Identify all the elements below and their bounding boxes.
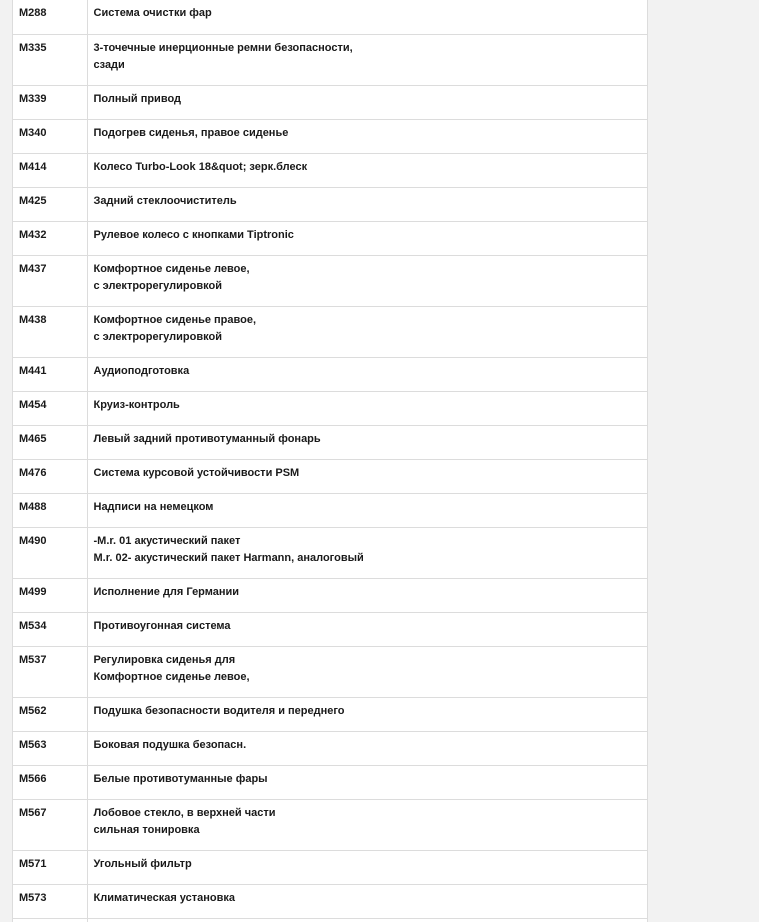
table-row (13, 646, 647, 697)
option-code: M563 (13, 731, 87, 765)
option-code: M571 (13, 850, 87, 884)
option-description-line: M.r. 02- акустический пакет Harmann, аналоговый (93, 551, 364, 564)
option-code: M499 (13, 578, 87, 612)
table-row (13, 357, 647, 391)
option-description-line: Левый задний противотуманный фонарь (93, 432, 321, 445)
option-description (87, 306, 647, 357)
table-row (13, 255, 647, 306)
table-row (13, 731, 647, 765)
option-code: M454 (13, 391, 87, 425)
option-description-line: Подогрев сиденья, правое сиденье (93, 126, 289, 139)
table-row (13, 527, 647, 578)
option-description-line: Подушка безопасности водителя и переднего (93, 704, 345, 717)
table-row (13, 884, 647, 918)
option-description-line: Регулировка сиденья для (93, 653, 236, 666)
option-code: M476 (13, 459, 87, 493)
table-row (13, 0, 647, 34)
option-code: M567 (13, 799, 87, 850)
option-description (87, 612, 647, 646)
table-row (13, 493, 647, 527)
option-description (87, 765, 647, 799)
option-code (13, 918, 87, 922)
option-description (87, 357, 647, 391)
option-code: M340 (13, 119, 87, 153)
table-row (13, 306, 647, 357)
option-description-line: Лобовое стекло, в верхней части (93, 806, 276, 819)
option-code: M534 (13, 612, 87, 646)
table-row (13, 612, 647, 646)
option-description-line: Угольный фильтр (93, 857, 192, 870)
option-description (87, 85, 647, 119)
option-code: M414 (13, 153, 87, 187)
table-row (13, 459, 647, 493)
option-description-line: Задний стеклоочиститель (93, 194, 237, 207)
option-description (87, 578, 647, 612)
option-description (87, 697, 647, 731)
option-description (87, 731, 647, 765)
option-code: M573 (13, 884, 87, 918)
option-description (87, 187, 647, 221)
option-code: M488 (13, 493, 87, 527)
option-description-line: Комфортное сиденье правое, (93, 313, 257, 326)
option-code: M432 (13, 221, 87, 255)
option-code: M562 (13, 697, 87, 731)
option-description-line: Полный привод (93, 92, 181, 105)
option-description (87, 884, 647, 918)
option-description-line: Система курсовой устойчивости PSM (93, 466, 300, 479)
option-description-line: с электрорегулировкой (93, 279, 222, 292)
table-row (13, 918, 647, 922)
option-description-line: Климатическая установка (93, 891, 236, 904)
option-description-line: Рулевое колесо с кнопками Tiptronic (93, 228, 294, 241)
option-description-line: Колесо Turbo-Look 18&quot; зерк.блеск (93, 160, 308, 173)
option-description (87, 391, 647, 425)
option-code: M339 (13, 85, 87, 119)
table-row (13, 697, 647, 731)
options-table (13, 0, 647, 922)
table-row (13, 765, 647, 799)
option-description (87, 527, 647, 578)
option-code: M335 (13, 34, 87, 85)
table-row (13, 850, 647, 884)
options-table-body (13, 0, 647, 922)
table-row (13, 187, 647, 221)
option-code: M437 (13, 255, 87, 306)
option-code: M537 (13, 646, 87, 697)
option-description (87, 34, 647, 85)
option-description (87, 918, 647, 922)
option-description-line: сзади (93, 58, 125, 71)
table-row (13, 153, 647, 187)
table-row (13, 85, 647, 119)
option-description-line: -M.r. 01 акустический пакет (93, 534, 241, 547)
table-row (13, 799, 647, 850)
table-row (13, 221, 647, 255)
option-description-line: Комфортное сиденье левое, (93, 262, 250, 275)
option-description (87, 221, 647, 255)
table-row (13, 34, 647, 85)
option-description (87, 425, 647, 459)
option-code: M490 (13, 527, 87, 578)
option-code: M566 (13, 765, 87, 799)
table-row (13, 391, 647, 425)
option-code: M441 (13, 357, 87, 391)
option-description-line: сильная тонировка (93, 823, 200, 836)
option-description-line: Круиз-контроль (93, 398, 180, 411)
option-description (87, 459, 647, 493)
option-description (87, 850, 647, 884)
table-row (13, 425, 647, 459)
option-description-line: Комфортное сиденье левое, (93, 670, 250, 683)
option-description-line: Боковая подушка безопасн. (93, 738, 247, 751)
option-description (87, 255, 647, 306)
option-description-line: 3-точечные инерционные ремни безопасности, (93, 41, 353, 54)
option-code: M438 (13, 306, 87, 357)
table-row (13, 578, 647, 612)
option-description-line: Система очистки фар (93, 7, 212, 19)
option-description-line: Белые противотуманные фары (93, 772, 268, 785)
table-row (13, 119, 647, 153)
option-description-line: Аудиоподготовка (93, 364, 190, 377)
option-code: M465 (13, 425, 87, 459)
option-description (87, 119, 647, 153)
option-description (87, 646, 647, 697)
option-description-line: с электрорегулировкой (93, 330, 222, 343)
option-code: M425 (13, 187, 87, 221)
option-description (87, 493, 647, 527)
option-description (87, 153, 647, 187)
option-description-line: Надписи на немецком (93, 500, 214, 513)
option-description-line: Исполнение для Германии (93, 585, 240, 598)
option-description (87, 799, 647, 850)
option-description (87, 0, 647, 34)
option-description-line: Противоугонная система (93, 619, 231, 632)
option-code: M288 (13, 0, 87, 34)
options-sheet (12, 0, 648, 922)
